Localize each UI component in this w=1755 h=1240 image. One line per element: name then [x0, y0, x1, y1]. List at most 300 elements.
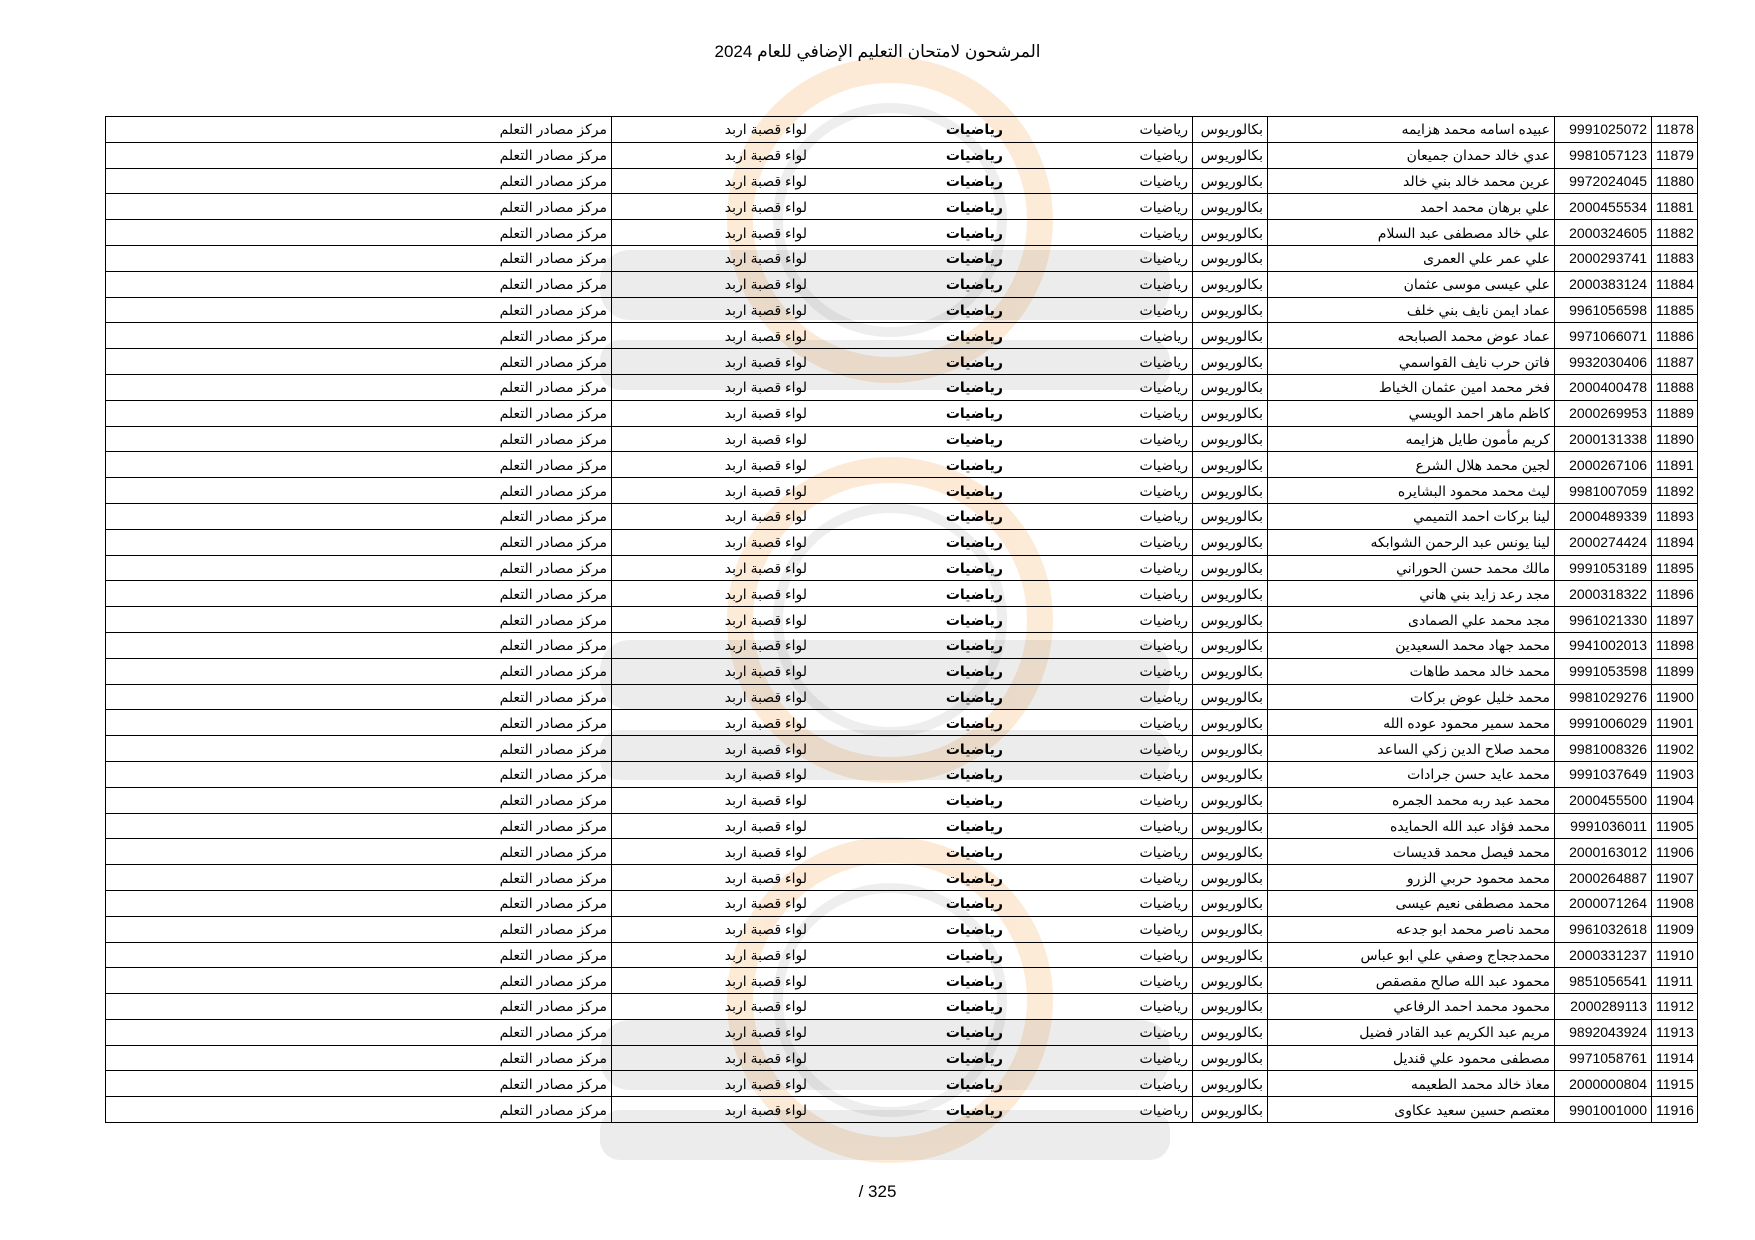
serial-cell: 11880 [1652, 168, 1698, 194]
table-row [106, 736, 1698, 762]
exam-center-cell: مركز مصادر التعلم [106, 426, 612, 452]
specialization-cell: رياضيات [812, 581, 1008, 607]
serial-cell: 11903 [1652, 761, 1698, 787]
serial-cell: 11915 [1652, 1071, 1698, 1097]
major-cell: رياضيات [1008, 1019, 1193, 1045]
degree-cell: بكالوريوس [1193, 220, 1268, 246]
candidate-name-cell: مجد رعد زايد بني هاني [1268, 581, 1555, 607]
candidate-id-cell: 9972024045 [1555, 168, 1652, 194]
serial-cell: 11891 [1652, 452, 1698, 478]
candidate-id-cell: 9991053189 [1555, 555, 1652, 581]
degree-cell: بكالوريوس [1193, 684, 1268, 710]
directorate-cell: لواء قصبة اربد [612, 529, 812, 555]
candidate-id-cell: 9991036011 [1555, 813, 1652, 839]
candidate-name-cell: محمود عبد الله صالح مقصقص [1268, 968, 1555, 994]
degree-cell: بكالوريوس [1193, 555, 1268, 581]
candidate-id-cell: 9991006029 [1555, 710, 1652, 736]
candidate-name-cell: مالك محمد حسن الحوراني [1268, 555, 1555, 581]
directorate-cell: لواء قصبة اربد [612, 323, 812, 349]
degree-cell: بكالوريوس [1193, 349, 1268, 375]
table-row [106, 374, 1698, 400]
candidate-name-cell: كاظم ماهر احمد الويسي [1268, 400, 1555, 426]
directorate-cell: لواء قصبة اربد [612, 994, 812, 1020]
serial-cell: 11909 [1652, 916, 1698, 942]
major-cell: رياضيات [1008, 220, 1193, 246]
directorate-cell: لواء قصبة اربد [612, 478, 812, 504]
specialization-cell: رياضيات [812, 503, 1008, 529]
serial-cell: 11878 [1652, 117, 1698, 143]
serial-cell: 11914 [1652, 1045, 1698, 1071]
exam-center-cell: مركز مصادر التعلم [106, 736, 612, 762]
page-title: المرشحون لامتحان التعليم الإضافي للعام 2024 [714, 42, 1041, 61]
specialization-cell: رياضيات [812, 658, 1008, 684]
exam-center-cell: مركز مصادر التعلم [106, 813, 612, 839]
degree-cell: بكالوريوس [1193, 271, 1268, 297]
exam-center-cell: مركز مصادر التعلم [106, 607, 612, 633]
serial-cell: 11899 [1652, 658, 1698, 684]
serial-cell: 11882 [1652, 220, 1698, 246]
degree-cell: بكالوريوس [1193, 323, 1268, 349]
candidate-name-cell: محمد ناصر محمد ابو جدعه [1268, 916, 1555, 942]
table-row [106, 658, 1698, 684]
table-row [106, 607, 1698, 633]
candidate-name-cell: محمود محمد احمد الرفاعي [1268, 994, 1555, 1020]
candidate-id-cell: 2000131338 [1555, 426, 1652, 452]
table-row [106, 297, 1698, 323]
table-row [106, 839, 1698, 865]
serial-cell: 11896 [1652, 581, 1698, 607]
candidate-id-cell: 9981029276 [1555, 684, 1652, 710]
serial-cell: 11902 [1652, 736, 1698, 762]
directorate-cell: لواء قصبة اربد [612, 555, 812, 581]
degree-cell: بكالوريوس [1193, 297, 1268, 323]
specialization-cell: رياضيات [812, 890, 1008, 916]
major-cell: رياضيات [1008, 581, 1193, 607]
candidate-name-cell: محمدججاج وصفي علي ابو عباس [1268, 942, 1555, 968]
directorate-cell: لواء قصبة اربد [612, 374, 812, 400]
directorate-cell: لواء قصبة اربد [612, 736, 812, 762]
directorate-cell: لواء قصبة اربد [612, 684, 812, 710]
major-cell: رياضيات [1008, 529, 1193, 555]
serial-cell: 11912 [1652, 994, 1698, 1020]
exam-center-cell: مركز مصادر التعلم [106, 1045, 612, 1071]
major-cell: رياضيات [1008, 890, 1193, 916]
candidate-name-cell: معتصم حسين سعيد عكاوى [1268, 1097, 1555, 1123]
degree-cell: بكالوريوس [1193, 478, 1268, 504]
table-row [106, 787, 1698, 813]
degree-cell: بكالوريوس [1193, 168, 1268, 194]
candidate-id-cell: 9961056598 [1555, 297, 1652, 323]
candidates-table [105, 116, 1698, 1123]
degree-cell: بكالوريوس [1193, 117, 1268, 143]
candidate-name-cell: محمد مصطفى نعيم عيسى [1268, 890, 1555, 916]
serial-cell: 11897 [1652, 607, 1698, 633]
candidate-id-cell: 2000293741 [1555, 245, 1652, 271]
table-row [106, 865, 1698, 891]
exam-center-cell: مركز مصادر التعلم [106, 968, 612, 994]
major-cell: رياضيات [1008, 658, 1193, 684]
degree-cell: بكالوريوس [1193, 839, 1268, 865]
degree-cell: بكالوريوس [1193, 1045, 1268, 1071]
specialization-cell: رياضيات [812, 1071, 1008, 1097]
specialization-cell: رياضيات [812, 684, 1008, 710]
candidate-id-cell: 9851056541 [1555, 968, 1652, 994]
candidate-name-cell: عرين محمد خالد بني خالد [1268, 168, 1555, 194]
specialization-cell: رياضيات [812, 478, 1008, 504]
directorate-cell: لواء قصبة اربد [612, 1045, 812, 1071]
degree-cell: بكالوريوس [1193, 400, 1268, 426]
specialization-cell: رياضيات [812, 942, 1008, 968]
degree-cell: بكالوريوس [1193, 529, 1268, 555]
exam-center-cell: مركز مصادر التعلم [106, 916, 612, 942]
specialization-cell: رياضيات [812, 1097, 1008, 1123]
exam-center-cell: مركز مصادر التعلم [106, 890, 612, 916]
candidate-id-cell: 2000383124 [1555, 271, 1652, 297]
directorate-cell: لواء قصبة اربد [612, 1019, 812, 1045]
candidate-name-cell: محمد عايد حسن جرادات [1268, 761, 1555, 787]
exam-center-cell: مركز مصادر التعلم [106, 297, 612, 323]
degree-cell: بكالوريوس [1193, 968, 1268, 994]
candidate-id-cell: 9991053598 [1555, 658, 1652, 684]
degree-cell: بكالوريوس [1193, 142, 1268, 168]
directorate-cell: لواء قصبة اربد [612, 658, 812, 684]
table-row [106, 1019, 1698, 1045]
table-row [106, 400, 1698, 426]
candidate-id-cell: 9981008326 [1555, 736, 1652, 762]
table-row [106, 142, 1698, 168]
major-cell: رياضيات [1008, 142, 1193, 168]
major-cell: رياضيات [1008, 194, 1193, 220]
exam-center-cell: مركز مصادر التعلم [106, 168, 612, 194]
major-cell: رياضيات [1008, 865, 1193, 891]
exam-center-cell: مركز مصادر التعلم [106, 220, 612, 246]
serial-cell: 11889 [1652, 400, 1698, 426]
candidate-name-cell: معاذ خالد محمد الطعيمه [1268, 1071, 1555, 1097]
candidate-id-cell: 2000318322 [1555, 581, 1652, 607]
candidate-id-cell: 9901001000 [1555, 1097, 1652, 1123]
specialization-cell: رياضيات [812, 787, 1008, 813]
candidate-id-cell: 2000071264 [1555, 890, 1652, 916]
table-row [106, 503, 1698, 529]
candidate-name-cell: محمد عبد ربه محمد الجمره [1268, 787, 1555, 813]
serial-cell: 11910 [1652, 942, 1698, 968]
directorate-cell: لواء قصبة اربد [612, 271, 812, 297]
table-row [106, 323, 1698, 349]
directorate-cell: لواء قصبة اربد [612, 710, 812, 736]
table-row [106, 968, 1698, 994]
degree-cell: بكالوريوس [1193, 194, 1268, 220]
candidate-name-cell: علي عمر علي العمرى [1268, 245, 1555, 271]
exam-center-cell: مركز مصادر التعلم [106, 994, 612, 1020]
major-cell: رياضيات [1008, 452, 1193, 478]
candidate-name-cell: لينا يونس عبد الرحمن الشوابكه [1268, 529, 1555, 555]
directorate-cell: لواء قصبة اربد [612, 194, 812, 220]
specialization-cell: رياضيات [812, 710, 1008, 736]
specialization-cell: رياضيات [812, 349, 1008, 375]
major-cell: رياضيات [1008, 761, 1193, 787]
candidate-id-cell: 2000274424 [1555, 529, 1652, 555]
directorate-cell: لواء قصبة اربد [612, 890, 812, 916]
exam-center-cell: مركز مصادر التعلم [106, 245, 612, 271]
serial-cell: 11887 [1652, 349, 1698, 375]
major-cell: رياضيات [1008, 245, 1193, 271]
serial-cell: 11908 [1652, 890, 1698, 916]
specialization-cell: رياضيات [812, 117, 1008, 143]
serial-cell: 11883 [1652, 245, 1698, 271]
table-row [106, 581, 1698, 607]
serial-cell: 11888 [1652, 374, 1698, 400]
degree-cell: بكالوريوس [1193, 865, 1268, 891]
specialization-cell: رياضيات [812, 839, 1008, 865]
exam-center-cell: مركز مصادر التعلم [106, 1071, 612, 1097]
candidate-name-cell: ليث محمد محمود البشايره [1268, 478, 1555, 504]
directorate-cell: لواء قصبة اربد [612, 916, 812, 942]
specialization-cell: رياضيات [812, 168, 1008, 194]
degree-cell: بكالوريوس [1193, 710, 1268, 736]
candidate-id-cell: 2000455500 [1555, 787, 1652, 813]
specialization-cell: رياضيات [812, 142, 1008, 168]
serial-cell: 11884 [1652, 271, 1698, 297]
table-row [106, 426, 1698, 452]
exam-center-cell: مركز مصادر التعلم [106, 1097, 612, 1123]
serial-cell: 11907 [1652, 865, 1698, 891]
exam-center-cell: مركز مصادر التعلم [106, 503, 612, 529]
directorate-cell: لواء قصبة اربد [612, 503, 812, 529]
serial-cell: 11906 [1652, 839, 1698, 865]
serial-cell: 11879 [1652, 142, 1698, 168]
specialization-cell: رياضيات [812, 297, 1008, 323]
specialization-cell: رياضيات [812, 374, 1008, 400]
candidate-id-cell: 9991025072 [1555, 117, 1652, 143]
major-cell: رياضيات [1008, 632, 1193, 658]
degree-cell: بكالوريوس [1193, 632, 1268, 658]
directorate-cell: لواء قصبة اربد [612, 168, 812, 194]
serial-cell: 11904 [1652, 787, 1698, 813]
directorate-cell: لواء قصبة اربد [612, 220, 812, 246]
candidate-id-cell: 2000267106 [1555, 452, 1652, 478]
exam-center-cell: مركز مصادر التعلم [106, 581, 612, 607]
major-cell: رياضيات [1008, 374, 1193, 400]
specialization-cell: رياضيات [812, 994, 1008, 1020]
directorate-cell: لواء قصبة اربد [612, 607, 812, 633]
specialization-cell: رياضيات [812, 736, 1008, 762]
specialization-cell: رياضيات [812, 452, 1008, 478]
major-cell: رياضيات [1008, 1045, 1193, 1071]
directorate-cell: لواء قصبة اربد [612, 400, 812, 426]
serial-cell: 11881 [1652, 194, 1698, 220]
exam-center-cell: مركز مصادر التعلم [106, 710, 612, 736]
exam-center-cell: مركز مصادر التعلم [106, 839, 612, 865]
specialization-cell: رياضيات [812, 1045, 1008, 1071]
candidate-id-cell: 9961032618 [1555, 916, 1652, 942]
directorate-cell: لواء قصبة اربد [612, 787, 812, 813]
exam-center-cell: مركز مصادر التعلم [106, 452, 612, 478]
candidate-id-cell: 2000455534 [1555, 194, 1652, 220]
degree-cell: بكالوريوس [1193, 245, 1268, 271]
directorate-cell: لواء قصبة اربد [612, 761, 812, 787]
specialization-cell: رياضيات [812, 632, 1008, 658]
directorate-cell: لواء قصبة اربد [612, 1097, 812, 1123]
directorate-cell: لواء قصبة اربد [612, 245, 812, 271]
directorate-cell: لواء قصبة اربد [612, 968, 812, 994]
serial-cell: 11901 [1652, 710, 1698, 736]
specialization-cell: رياضيات [812, 220, 1008, 246]
candidate-name-cell: عبيده اسامه محمد هزايمه [1268, 117, 1555, 143]
serial-cell: 11905 [1652, 813, 1698, 839]
specialization-cell: رياضيات [812, 323, 1008, 349]
exam-center-cell: مركز مصادر التعلم [106, 323, 612, 349]
candidate-id-cell: 2000400478 [1555, 374, 1652, 400]
major-cell: رياضيات [1008, 1097, 1193, 1123]
exam-center-cell: مركز مصادر التعلم [106, 658, 612, 684]
major-cell: رياضيات [1008, 349, 1193, 375]
candidate-name-cell: محمد خالد محمد طاهات [1268, 658, 1555, 684]
candidate-id-cell: 9981007059 [1555, 478, 1652, 504]
table-row [106, 245, 1698, 271]
degree-cell: بكالوريوس [1193, 942, 1268, 968]
table-row [106, 1097, 1698, 1123]
page-number: 325 / [858, 1182, 897, 1201]
major-cell: رياضيات [1008, 839, 1193, 865]
degree-cell: بكالوريوس [1193, 736, 1268, 762]
major-cell: رياضيات [1008, 555, 1193, 581]
major-cell: رياضيات [1008, 478, 1193, 504]
major-cell: رياضيات [1008, 684, 1193, 710]
degree-cell: بكالوريوس [1193, 890, 1268, 916]
serial-cell: 11898 [1652, 632, 1698, 658]
candidate-name-cell: محمد خليل عوض بركات [1268, 684, 1555, 710]
exam-center-cell: مركز مصادر التعلم [106, 555, 612, 581]
degree-cell: بكالوريوس [1193, 1071, 1268, 1097]
exam-center-cell: مركز مصادر التعلم [106, 117, 612, 143]
candidate-id-cell: 9941002013 [1555, 632, 1652, 658]
candidate-name-cell: كريم مأمون طايل هزايمه [1268, 426, 1555, 452]
table-row [106, 271, 1698, 297]
directorate-cell: لواء قصبة اربد [612, 813, 812, 839]
candidate-id-cell: 2000289113 [1555, 994, 1652, 1020]
exam-center-cell: مركز مصادر التعلم [106, 529, 612, 555]
table-row [106, 478, 1698, 504]
directorate-cell: لواء قصبة اربد [612, 426, 812, 452]
degree-cell: بكالوريوس [1193, 1019, 1268, 1045]
specialization-cell: رياضيات [812, 607, 1008, 633]
major-cell: رياضيات [1008, 503, 1193, 529]
table-row [106, 761, 1698, 787]
major-cell: رياضيات [1008, 710, 1193, 736]
major-cell: رياضيات [1008, 297, 1193, 323]
candidate-id-cell: 9971058761 [1555, 1045, 1652, 1071]
table-row [106, 710, 1698, 736]
candidate-name-cell: عدي خالد حمدان جميعان [1268, 142, 1555, 168]
specialization-cell: رياضيات [812, 529, 1008, 555]
degree-cell: بكالوريوس [1193, 607, 1268, 633]
exam-center-cell: مركز مصادر التعلم [106, 194, 612, 220]
candidate-name-cell: محمد محمود حربي الزرو [1268, 865, 1555, 891]
major-cell: رياضيات [1008, 168, 1193, 194]
table-row [106, 942, 1698, 968]
specialization-cell: رياضيات [812, 400, 1008, 426]
major-cell: رياضيات [1008, 323, 1193, 349]
exam-center-cell: مركز مصادر التعلم [106, 942, 612, 968]
candidate-id-cell: 2000264887 [1555, 865, 1652, 891]
candidate-name-cell: علي عيسى موسى عثمان [1268, 271, 1555, 297]
directorate-cell: لواء قصبة اربد [612, 117, 812, 143]
exam-center-cell: مركز مصادر التعلم [106, 271, 612, 297]
specialization-cell: رياضيات [812, 865, 1008, 891]
candidate-id-cell: 2000331237 [1555, 942, 1652, 968]
table-row [106, 555, 1698, 581]
table-row [106, 529, 1698, 555]
major-cell: رياضيات [1008, 1071, 1193, 1097]
directorate-cell: لواء قصبة اربد [612, 942, 812, 968]
serial-cell: 11900 [1652, 684, 1698, 710]
table-row [106, 452, 1698, 478]
major-cell: رياضيات [1008, 117, 1193, 143]
serial-cell: 11895 [1652, 555, 1698, 581]
candidate-id-cell: 9991037649 [1555, 761, 1652, 787]
major-cell: رياضيات [1008, 400, 1193, 426]
exam-center-cell: مركز مصادر التعلم [106, 632, 612, 658]
exam-center-cell: مركز مصادر التعلم [106, 1019, 612, 1045]
table-row [106, 684, 1698, 710]
major-cell: رياضيات [1008, 994, 1193, 1020]
candidate-id-cell: 9892043924 [1555, 1019, 1652, 1045]
specialization-cell: رياضيات [812, 245, 1008, 271]
specialization-cell: رياضيات [812, 426, 1008, 452]
candidate-id-cell: 9971066071 [1555, 323, 1652, 349]
candidate-name-cell: علي برهان محمد احمد [1268, 194, 1555, 220]
specialization-cell: رياضيات [812, 968, 1008, 994]
exam-center-cell: مركز مصادر التعلم [106, 761, 612, 787]
degree-cell: بكالوريوس [1193, 658, 1268, 684]
degree-cell: بكالوريوس [1193, 503, 1268, 529]
table-row [106, 349, 1698, 375]
directorate-cell: لواء قصبة اربد [612, 581, 812, 607]
candidate-id-cell: 2000269953 [1555, 400, 1652, 426]
specialization-cell: رياضيات [812, 761, 1008, 787]
exam-center-cell: مركز مصادر التعلم [106, 142, 612, 168]
degree-cell: بكالوريوس [1193, 374, 1268, 400]
directorate-cell: لواء قصبة اربد [612, 349, 812, 375]
major-cell: رياضيات [1008, 736, 1193, 762]
candidate-id-cell: 2000000804 [1555, 1071, 1652, 1097]
degree-cell: بكالوريوس [1193, 916, 1268, 942]
candidate-name-cell: فخر محمد امين عثمان الخياط [1268, 374, 1555, 400]
serial-cell: 11890 [1652, 426, 1698, 452]
degree-cell: بكالوريوس [1193, 813, 1268, 839]
exam-center-cell: مركز مصادر التعلم [106, 865, 612, 891]
specialization-cell: رياضيات [812, 194, 1008, 220]
table-row [106, 813, 1698, 839]
candidate-id-cell: 9981057123 [1555, 142, 1652, 168]
candidate-name-cell: فاتن حرب نايف القواسمي [1268, 349, 1555, 375]
serial-cell: 11911 [1652, 968, 1698, 994]
major-cell: رياضيات [1008, 426, 1193, 452]
major-cell: رياضيات [1008, 271, 1193, 297]
table-row [106, 117, 1698, 143]
degree-cell: بكالوريوس [1193, 787, 1268, 813]
serial-cell: 11913 [1652, 1019, 1698, 1045]
table-row [106, 994, 1698, 1020]
exam-center-cell: مركز مصادر التعلم [106, 684, 612, 710]
major-cell: رياضيات [1008, 813, 1193, 839]
table-row [106, 890, 1698, 916]
specialization-cell: رياضيات [812, 555, 1008, 581]
candidate-id-cell: 2000163012 [1555, 839, 1652, 865]
major-cell: رياضيات [1008, 787, 1193, 813]
exam-center-cell: مركز مصادر التعلم [106, 787, 612, 813]
major-cell: رياضيات [1008, 607, 1193, 633]
